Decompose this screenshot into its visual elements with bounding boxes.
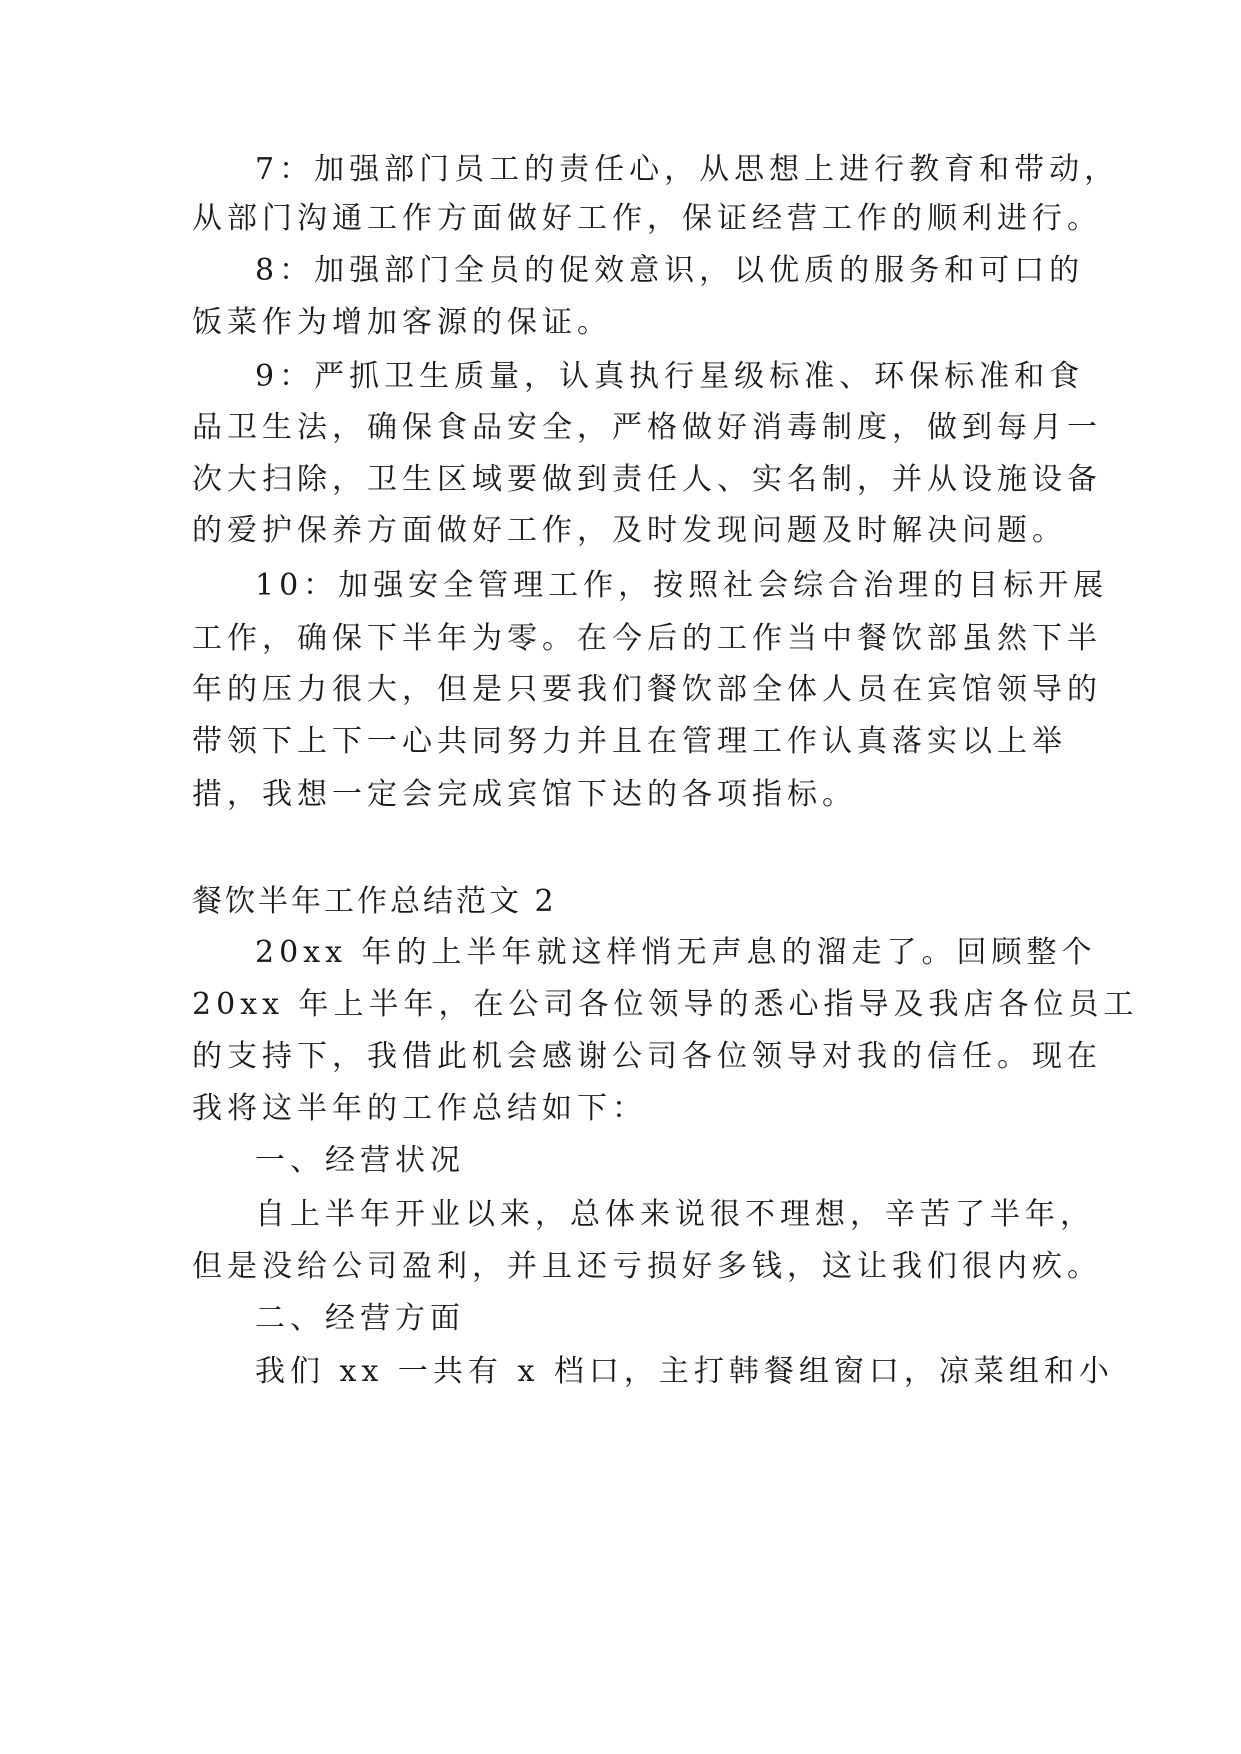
paragraph-7-line-1: 7：加强部门员工的责任心，从思想上进行教育和带动， bbox=[255, 152, 1120, 187]
paragraph-10-line-2: 工作，确保下半年为零。在今后的工作当中餐饮部虽然下半 bbox=[192, 621, 1102, 656]
paragraph-9-line-3: 次大扫除，卫生区域要做到责任人、实名制，并从设施设备 bbox=[192, 462, 1102, 497]
status-line-1: 自上半年开业以来，总体来说很不理想，辛苦了半年， bbox=[255, 1197, 1095, 1232]
heading-operations: 二、经营方面 bbox=[255, 1301, 465, 1336]
paragraph-9-line-4: 的爱护保养方面做好工作，及时发现问题及时解决问题。 bbox=[192, 513, 1067, 548]
paragraph-10-line-4: 带领下上下一心共同努力并且在管理工作认真落实以上举 bbox=[192, 724, 1067, 759]
heading-operating-status: 一、经营状况 bbox=[255, 1143, 465, 1178]
paragraph-9-line-1: 9：严抓卫生质量，认真执行星级标准、环保标准和食 bbox=[255, 359, 1085, 394]
paragraph-9-line-2: 品卫生法，确保食品安全，严格做好消毒制度，做到每月一 bbox=[192, 410, 1102, 445]
paragraph-8-line-1: 8：加强部门全员的促效意识，以优质的服务和可口的 bbox=[255, 253, 1085, 288]
intro-line-4: 我将这半年的工作总结如下： bbox=[192, 1091, 647, 1126]
operations-line-1: 我们 xx 一共有 x 档口，主打韩餐组窗口，凉菜组和小 bbox=[255, 1354, 1114, 1389]
section-title: 餐饮半年工作总结范文 2 bbox=[192, 884, 557, 919]
status-line-2: 但是没给公司盈利，并且还亏损好多钱，这让我们很内疚。 bbox=[192, 1249, 1102, 1284]
paragraph-8-line-2: 饭菜作为增加客源的保证。 bbox=[192, 305, 612, 340]
paragraph-10-line-1: 10：加强安全管理工作，按照社会综合治理的目标开展 bbox=[255, 568, 1109, 603]
paragraph-7-line-2: 从部门沟通工作方面做好工作，保证经营工作的顺利进行。 bbox=[192, 201, 1102, 236]
intro-line-2: 20xx 年上半年，在公司各位领导的悉心指导及我店各位员工 bbox=[192, 987, 1139, 1022]
paragraph-10-line-5: 措，我想一定会完成宾馆下达的各项指标。 bbox=[192, 777, 857, 812]
intro-line-1: 20xx 年的上半年就这样悄无声息的溜走了。回顾整个 bbox=[255, 935, 1097, 970]
intro-line-3: 的支持下，我借此机会感谢公司各位领导对我的信任。现在 bbox=[192, 1039, 1102, 1074]
paragraph-10-line-3: 年的压力很大，但是只要我们餐饮部全体人员在宾馆领导的 bbox=[192, 672, 1102, 707]
